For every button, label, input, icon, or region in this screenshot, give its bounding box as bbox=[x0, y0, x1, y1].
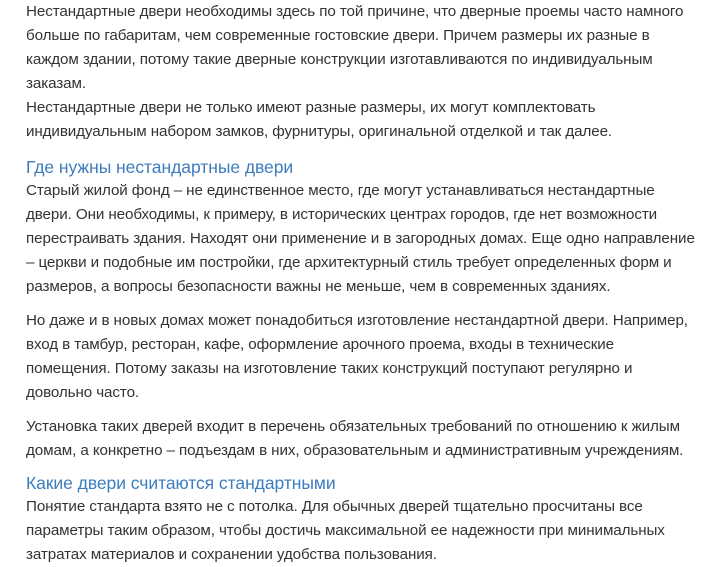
section1-paragraph-2: Но даже и в новых домах может понадобиться изготовление нестандартной двери. Например, вход в тамбур, ресторан, кафе, оформление арочного проема, входы в технические помещения. Потому заказы на изготовление таких конструкций поступают регулярно и довольно часто. bbox=[26, 312, 688, 401]
intro-paragraph-1: Нестандартные двери необходимы здесь по той причине, что дверные проемы часто намного больше по габаритам, чем современные гостовские двери. Причем размеры их разные в каждом здании, потому такие дверные конструкции изготавливаются по индивидуальным заказам. bbox=[26, 3, 684, 92]
section1-paragraph-1: Старый жилой фонд – не единственное место, где могут устанавливаться нестандартные двери. Они необходимы, к примеру, в исторических центрах городов, где нет возможности перестраивать здания. Находят они применение и в загородных домах. Еще одно направление – церкви и подобные им постройки, где архитектурный стиль требует определенных форм и размеров, а вопросы безопасности важны не меньше, чем в современных зданиях. bbox=[26, 182, 695, 295]
section1-paragraph-3: Установка таких дверей входит в перечень обязательных требований по отношению к жилым домам, а конкретно – подъездам в них, образовательным и административным учреждениям. bbox=[26, 418, 684, 459]
section-heading-where-needed: Где нужны нестандартные двери bbox=[26, 157, 294, 177]
article-body bbox=[26, 0, 698, 567]
section-heading-standard-doors: Какие двери считаются стандартными bbox=[26, 473, 336, 493]
section2-paragraph-1: Понятие стандарта взято не с потолка. Для обычных дверей тщательно просчитаны все параметры таким образом, чтобы достичь максимальной ее надежности при минимальных затратах материалов и сохранении удобства пользования. bbox=[26, 498, 665, 563]
intro-paragraph-2: Нестандартные двери не только имеют разные размеры, их могут комплектовать индивидуальным набором замков, фурнитуры, оригинальной отделкой и так далее. bbox=[26, 99, 613, 140]
